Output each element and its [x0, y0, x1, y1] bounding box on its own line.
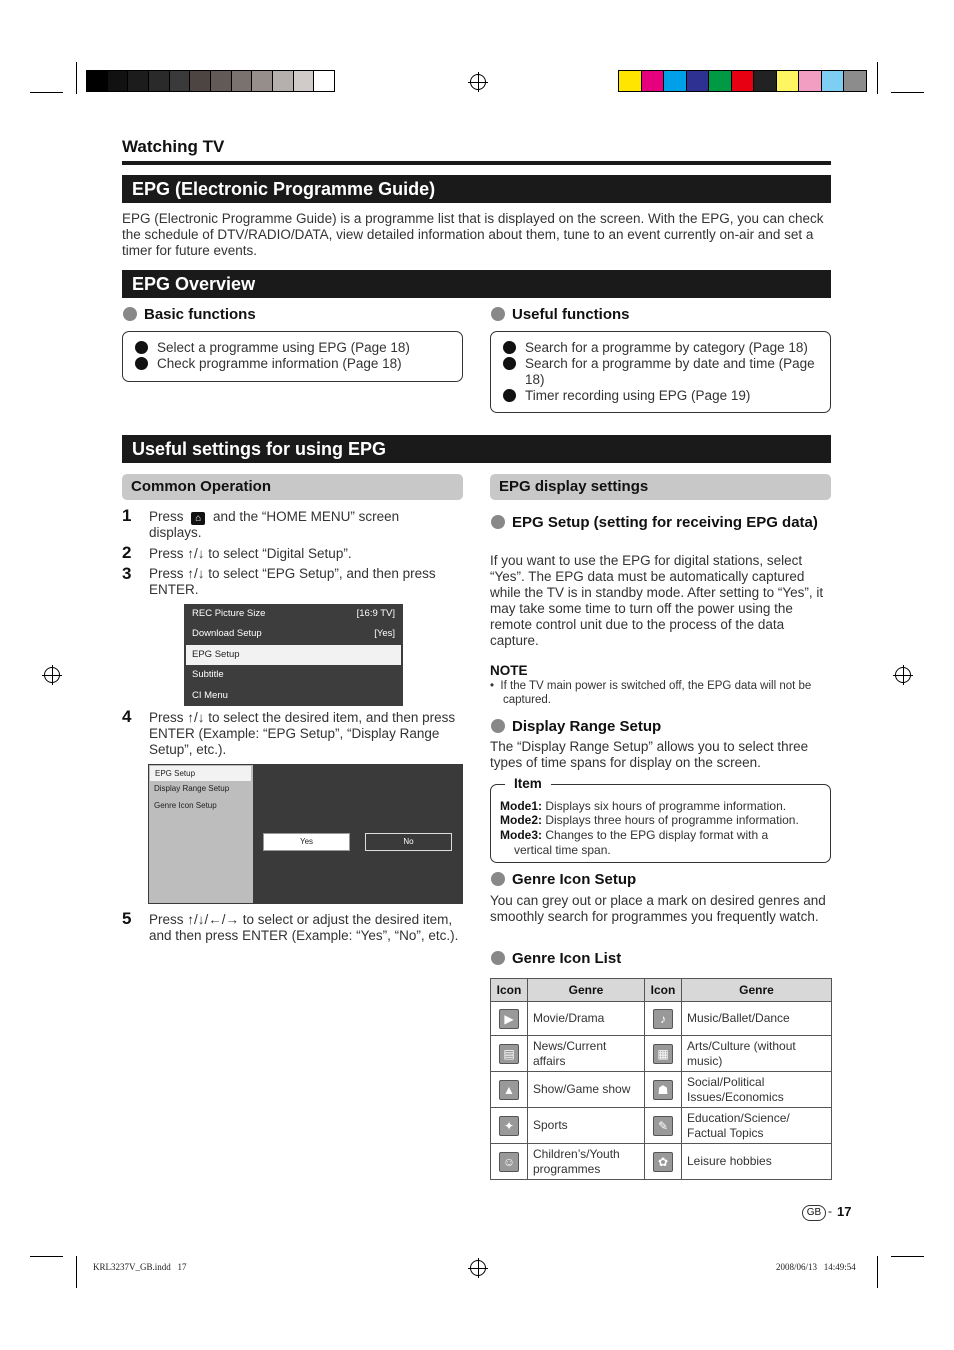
step-text: Press ↑/↓ to select “Digital Setup”.: [149, 546, 352, 561]
menu-row[interactable]: CI Menu: [192, 690, 228, 701]
page-number: 17: [837, 1204, 852, 1219]
mode-row: Mode3: Changes to the EPG display format with a vertical time span.: [500, 828, 769, 857]
no-button[interactable]: No: [365, 833, 452, 851]
gray-calibration-strip: [87, 70, 335, 92]
color-swatch: [641, 70, 665, 92]
genre-cell: Leisure hobbies: [682, 1144, 832, 1180]
color-calibration-strip: [619, 70, 867, 92]
crop-mark: [30, 92, 63, 93]
table-row: [491, 1072, 832, 1108]
note-heading: NOTE: [490, 663, 528, 678]
color-swatch: [231, 70, 253, 92]
column-header: Genre: [528, 979, 645, 1002]
bullet-icon: [491, 307, 505, 321]
color-swatch: [148, 70, 170, 92]
step-number: 4: [122, 707, 132, 726]
color-swatch: [210, 70, 232, 92]
step-text: Press ↑/↓/←/→ to select or adjust the desired item, and then press ENTER (Example: “Yes”, “No”, etc.).: [149, 912, 459, 943]
color-swatch: [686, 70, 710, 92]
crop-mark: [877, 1256, 878, 1288]
step-number: 3: [122, 564, 132, 583]
genre-icon-list-heading: Genre Icon List: [491, 950, 621, 967]
crop-mark: [30, 1256, 63, 1257]
region-badge: GB: [802, 1205, 826, 1221]
icon-cell: [491, 1002, 528, 1036]
step-number: 2: [122, 543, 132, 562]
list-item: Check programme information (Page 18): [135, 356, 402, 372]
bullet-icon: [503, 389, 516, 402]
table-row: [491, 1108, 832, 1144]
overview-title: EPG Overview: [132, 274, 256, 294]
color-swatch: [663, 70, 687, 92]
epg-setup-heading: EPG Setup (setting for receiving EPG data): [491, 514, 843, 532]
step-text: Press ↑/↓ to select “EPG Setup”, and then press ENTER.: [149, 566, 436, 597]
color-swatch: [753, 70, 777, 92]
color-swatch: [821, 70, 845, 92]
step-text: Press ↑/↓ to select the desired item, and then press ENTER (Example: “EPG Setup”, “Display Range Setup”, etc.).: [149, 710, 456, 757]
leisure-icon: ✿: [653, 1152, 673, 1172]
sidebar-item-selected[interactable]: EPG Setup: [150, 766, 251, 781]
list-item: Search for a programme by category (Page 18): [503, 340, 828, 356]
show-icon: ▲: [499, 1080, 519, 1100]
epg-intro: EPG (Electronic Programme Guide) is a programme list that is displayed on the screen. With the EPG, you can check the schedule of DTV/RADIO/DATA, view detailed information about them, tune to an event currently on-air and set a timer for future events.: [122, 211, 824, 258]
menu-row[interactable]: REC Picture Size [16:9 TV]: [192, 608, 395, 619]
bullet-icon: •: [490, 680, 501, 692]
crop-mark: [76, 62, 77, 94]
column-header: Icon: [645, 979, 682, 1002]
bullet-icon: [135, 357, 148, 370]
display-range-heading: Display Range Setup: [491, 718, 661, 735]
step-number: 5: [122, 909, 132, 928]
file-name: KRL3237V_GB.indd 17: [93, 1262, 187, 1272]
settings-title: Useful settings for using EPG: [132, 439, 387, 459]
epg-title-bar: [122, 175, 831, 203]
mode-row: Mode2: Displays three hours of programme information.: [500, 813, 799, 827]
mode-row: Mode1: Displays six hours of programme information.: [500, 799, 787, 813]
basic-functions-heading: Basic functions: [123, 306, 256, 323]
list-item: Search for a programme by date and time (Page 18): [503, 356, 825, 388]
display-range-text: The “Display Range Setup” allows you to select three types of time spans for display on the screen.: [490, 739, 809, 770]
table-row: [491, 1144, 832, 1180]
table-header-row: [491, 979, 832, 1002]
genre-cell: Education/Science/ Factual Topics: [682, 1108, 832, 1144]
bullet-icon: [491, 951, 505, 965]
children-icon: ☺: [499, 1152, 519, 1172]
color-swatch: [731, 70, 755, 92]
genre-icon-table: [490, 978, 832, 1180]
music-note-icon: ♪: [653, 1009, 673, 1029]
epg-display-settings-header: EPG display settings: [490, 474, 831, 500]
icon-cell: [645, 1036, 682, 1072]
bullet-icon: [135, 341, 148, 354]
genre-cell: Movie/Drama: [528, 1002, 645, 1036]
color-swatch: [86, 70, 108, 92]
color-swatch: [293, 70, 315, 92]
color-swatch: [251, 70, 273, 92]
settings-title-bar: [122, 435, 831, 463]
icon-cell: [491, 1108, 528, 1144]
genre-icon-setup-heading: Genre Icon Setup: [491, 871, 636, 888]
overview-title-bar: [122, 270, 831, 298]
epg-setup-text: If you want to use the EPG for digital stations, select “Yes”. The EPG data must be automatically captured while the TV is in standby mode. After setting to “Yes”, it may take some time to turn off the power using the remote control unit due to the process of the data capture.: [490, 553, 824, 648]
section-label: Watching TV: [122, 137, 225, 156]
registration-mark-icon: [470, 1260, 486, 1276]
icon-cell: [645, 1108, 682, 1144]
genre-cell: Social/Political Issues/Economics: [682, 1072, 832, 1108]
bullet-icon: [491, 719, 505, 733]
icon-cell: [645, 1072, 682, 1108]
icon-cell: [491, 1072, 528, 1108]
bullet-icon: [491, 515, 505, 529]
registration-mark-icon: [44, 667, 60, 683]
digital-setup-menu: [184, 604, 403, 706]
crop-mark: [891, 92, 924, 93]
bullet-icon: [503, 357, 516, 370]
crop-mark: [76, 1256, 77, 1288]
education-icon: ✎: [653, 1116, 673, 1136]
genre-cell: Music/Ballet/Dance: [682, 1002, 832, 1036]
icon-cell: [491, 1036, 528, 1072]
home-icon: ⌂: [191, 512, 205, 525]
yes-button[interactable]: Yes: [263, 833, 350, 851]
color-swatch: [313, 70, 335, 92]
epg-setup-screen: [148, 764, 463, 904]
genre-cell: Arts/Culture (without music): [682, 1036, 832, 1072]
common-operation-header: Common Operation: [122, 474, 463, 500]
basic-functions-box: [122, 331, 463, 382]
film-camera-icon: ▶: [499, 1009, 519, 1029]
sports-icon: ✦: [499, 1116, 519, 1136]
icon-cell: [645, 1002, 682, 1036]
bullet-icon: [123, 307, 137, 321]
registration-mark-icon: [470, 74, 486, 90]
page-number-separator: -: [828, 1204, 832, 1218]
table-row: [491, 1036, 832, 1072]
column-header: Genre: [682, 979, 832, 1002]
bullet-icon: [503, 341, 516, 354]
news-icon: ▤: [499, 1044, 519, 1064]
genre-icon-setup-text: You can grey out or place a mark on desired genres and smoothly search for programmes you frequently watch.: [490, 893, 826, 924]
arts-icon: ▦: [653, 1044, 673, 1064]
menu-row-selected[interactable]: EPG Setup: [186, 645, 401, 665]
icon-cell: [645, 1144, 682, 1180]
useful-functions-box: [490, 331, 831, 413]
epg-title: EPG (Electronic Programme Guide): [132, 179, 436, 199]
section-rule: [122, 161, 831, 165]
column-header: Icon: [491, 979, 528, 1002]
menu-row[interactable]: Download Setup [Yes]: [192, 628, 395, 639]
color-swatch: [776, 70, 800, 92]
bullet-icon: [491, 872, 505, 886]
crop-mark: [891, 1256, 924, 1257]
registration-mark-icon: [895, 667, 911, 683]
list-item: Select a programme using EPG (Page 18): [135, 340, 410, 356]
table-row: [491, 1002, 832, 1036]
genre-cell: News/Current affairs: [528, 1036, 645, 1072]
icon-cell: [491, 1144, 528, 1180]
useful-functions-heading: Useful functions: [491, 306, 630, 323]
color-swatch: [272, 70, 294, 92]
sidebar-item[interactable]: Genre Icon Setup: [154, 801, 217, 810]
crop-mark: [877, 62, 878, 94]
item-label: Item: [505, 776, 551, 791]
color-swatch: [127, 70, 149, 92]
social-icon: ☗: [653, 1080, 673, 1100]
step-number: 1: [122, 506, 132, 525]
menu-row[interactable]: Subtitle: [192, 669, 224, 680]
color-swatch: [189, 70, 211, 92]
list-item: Timer recording using EPG (Page 19): [503, 388, 750, 404]
item-box: [490, 776, 831, 863]
genre-cell: Show/Game show: [528, 1072, 645, 1108]
color-swatch: [798, 70, 822, 92]
color-swatch: [708, 70, 732, 92]
step-text: Press ⌂ and the “HOME MENU” screen displays.: [149, 509, 400, 540]
color-swatch: [169, 70, 191, 92]
timestamp: 2008/06/13 14:49:54: [776, 1262, 856, 1272]
color-swatch: [618, 70, 642, 92]
genre-cell: Sports: [528, 1108, 645, 1144]
sidebar-item[interactable]: Display Range Setup: [154, 784, 230, 793]
color-swatch: [107, 70, 129, 92]
color-swatch: [843, 70, 867, 92]
genre-cell: Children’s/Youth programmes: [528, 1144, 645, 1180]
note-text: • If the TV main power is switched off, the EPG data will not be captured.: [490, 680, 812, 706]
